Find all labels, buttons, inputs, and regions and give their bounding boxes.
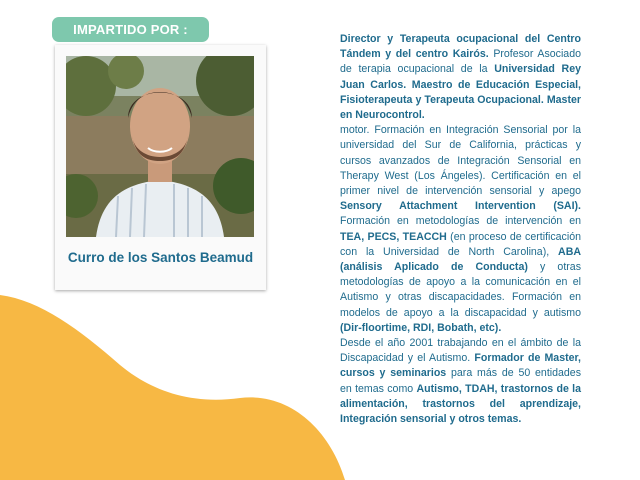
portrait-photo xyxy=(66,56,254,237)
bio-text-span: para más de 50 entidades en temas como xyxy=(340,367,581,395)
bio-text-span: motor. Formación en Integración Sensorial por la universidad del Sur de California, prácticas y cursos avanzados de Integración Sensorial en Therapy West (Los Ángeles). Certificación en el primer nivel de intervención sensorial y apego xyxy=(340,124,581,198)
bio-bold: (Dir-floortime, RDI, Bobath, etc). xyxy=(340,321,502,334)
bio-text xyxy=(340,32,581,427)
bio-paragraph-2 xyxy=(340,123,581,336)
bio-paragraph-3 xyxy=(340,336,581,427)
bio-bold: Formador de Master, cursos y seminarios xyxy=(340,352,581,380)
bio-text-span: Profesor Asociado de terapia ocupacional de la xyxy=(340,48,581,76)
bio-text-span: (en proceso de certificación con la Universidad de North Carolina), xyxy=(340,230,581,258)
bio-bold: Sensory Attachment Intervention (SAI). xyxy=(340,200,581,213)
presenter-tag: IMPARTIDO POR : xyxy=(52,17,209,42)
profile-card xyxy=(55,45,266,290)
bio-bold: ABA (análisis Aplicado de Conducta) xyxy=(340,245,581,274)
bio-text-span: y otras metodologías de apoyo a la comunicación en el Autismo y otras discapacidades. Formación en modelos de apoyo a la discapacidad y autismo xyxy=(340,261,581,319)
bio-text-span: Formación en metodologías de intervención en xyxy=(340,215,581,228)
bio-bold: Autismo, TDAH, trastornos de la alimentación, trastornos del aprendizaje, Integración sensorial y otros temas. xyxy=(340,382,582,426)
bio-bold: TEA, PECS, TEACCH xyxy=(340,230,447,243)
bio-text-span: Desde el año 2001 trabajando en el ámbito de la Discapacidad y el Autismo. xyxy=(340,337,581,365)
bio-paragraph-1 xyxy=(340,32,581,123)
presenter-name: Curro de los Santos Beamud xyxy=(67,250,254,265)
bio-bold: Director y Terapeuta ocupacional del Centro Tándem y del centro Kairós. xyxy=(340,33,581,61)
bio-bold: Universidad Rey Juan Carlos. Maestro de Educación Especial, Fisioterapeuta y Terapeuta Ocupacional. Master en Neurocontrol. xyxy=(340,63,581,122)
